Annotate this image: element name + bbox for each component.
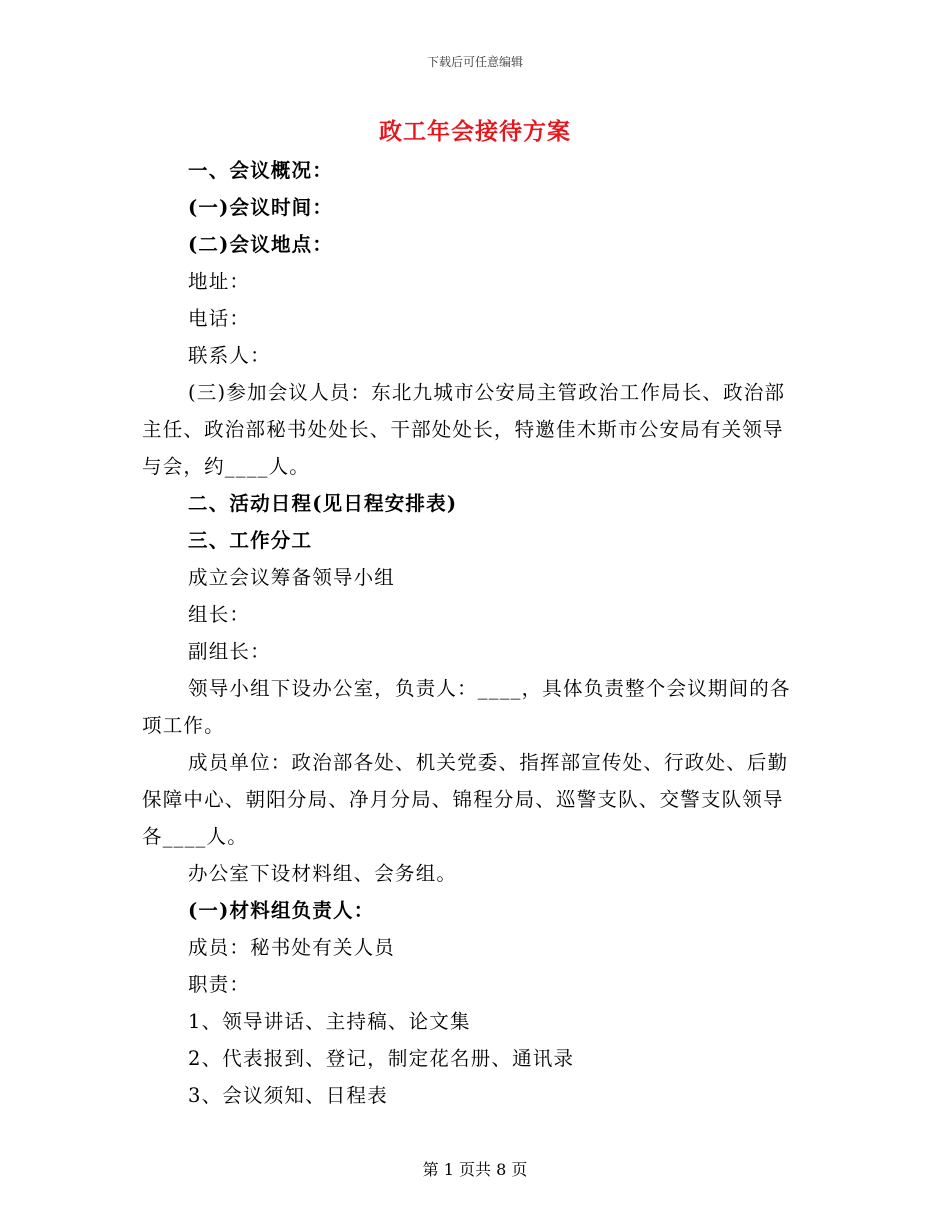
contact-line: 联系人： (188, 344, 271, 367)
page-footer: 第 1 页共 8 页 (422, 1160, 528, 1179)
duty-item-1: 1、领导讲话、主持稿、论文集 (188, 1010, 471, 1033)
members-line: 成员：秘书处有关人员 (188, 936, 396, 959)
document-title: 政工年会接待方案 (379, 118, 571, 145)
address-line: 地址： (188, 270, 251, 293)
duties-line: 职责： (188, 973, 251, 996)
member-units-paragraph: 成员单位：政治部各处、机关党委、指挥部宣传处、行政处、后勤保障中心、朝阳分局、净月分局、锦程分局、巡警支队、交警支队领导各____人。 (142, 751, 789, 848)
subheading-materials-group: (一)材料组负责人： (188, 899, 375, 922)
group-leader-line: 组长： (188, 603, 251, 626)
office-groups-line: 办公室下设材料组、会务组。 (188, 862, 458, 885)
office-paragraph: 领导小组下设办公室，负责人：____，具体负责整个会议期间的各项工作。 (142, 677, 791, 737)
page-header: 下载后可任意编辑 (426, 55, 523, 69)
section-heading-division: 三、工作分工 (188, 529, 313, 552)
deputy-leader-line: 副组长： (188, 640, 271, 663)
phone-line: 电话： (188, 307, 251, 330)
section-heading-schedule: 二、活动日程(见日程安排表) (188, 492, 458, 515)
leading-group-line: 成立会议筹备领导小组 (188, 566, 396, 589)
attendees-paragraph: (三)参加会议人员：东北九城市公安局主管政治工作局长、政治部主任、政治部秘书处处长、干部处处长，特邀佳木斯市公安局有关领导与会，约____人。 (142, 381, 786, 478)
duty-item-2: 2、代表报到、登记，制定花名册、通讯录 (188, 1047, 575, 1070)
duty-item-3: 3、会议须知、日程表 (188, 1084, 388, 1107)
section-heading-overview: 一、会议概况： (188, 159, 333, 182)
document-body (142, 152, 802, 1114)
subheading-meeting-time: (一)会议时间： (188, 196, 334, 219)
subheading-meeting-place: (二)会议地点： (188, 233, 334, 256)
